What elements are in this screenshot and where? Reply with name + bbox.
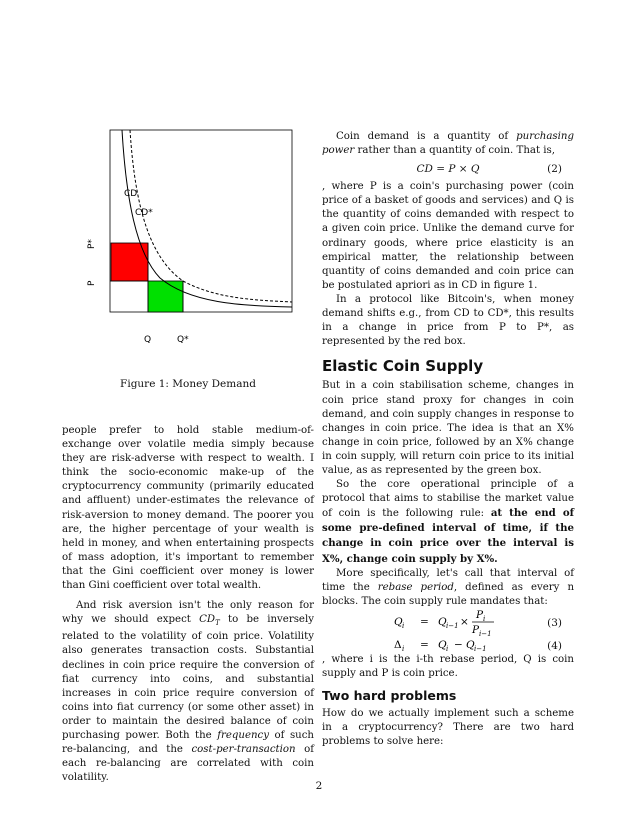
svg-text:P: P [472,623,480,636]
left-column [62,424,314,785]
svg-text:Δ: Δ [394,638,402,651]
svg-text:i−1: i−1 [474,644,487,653]
cd-star-curve [130,130,292,302]
svg-text:i−1: i−1 [446,621,459,630]
q-star-label: Q* [177,335,189,345]
left-paragraph-2: And risk aversion isn't the only reason for why we should expect $CD_T$ to be inversely related to the volatility of coin price. Volatility also generates transaction costs. Substantial declines in coin price require the conversion of fiat currency into coins, and substantial increases in coin price require conversion of coins into fiat currency (or some other asset) in order to maintain the desired balance of coin purchasing power. Both the frequency of such re-balancing, and the cost-per-transaction of each re-balancing are correlated with coin volatility. [62,600,314,784]
svg-text:i: i [402,621,405,630]
right-paragraph-2: , where P is a coin's purchasing power (coin price of a basket of goods and services) and Q is the quantity of coins demanded with respect to a given coin price. Unlike the demand curve for ordinary goods, where price elasticity is an empirical matter, the relationship between quantity of coins demanded and coin price can be postulated apriori as in CD in figure 1. [322,181,574,291]
right-paragraph-7: , where i is the i-th rebase period, Q is coin supply and P is coin price. [322,653,574,679]
svg-text:P: P [476,608,484,621]
figure-caption: Figure 1: Money Demand [120,378,256,390]
svg-text:=: = [420,638,429,651]
section-title: Elastic Coin Supply [322,357,484,376]
right-column [322,130,574,749]
p-star-label: P* [87,239,97,249]
right-paragraph-1: Coin demand is a quantity of purchasing power rather than a quantity of coin. That is, [322,131,574,157]
page-number: 2 [315,780,323,792]
green-box [148,281,183,312]
cd-label: CD [124,189,138,199]
cd-star-label: CD* [135,208,153,218]
right-paragraph-4: But in a coin stabilisation scheme, changes in coin price stand proxy for changes in coin demand, and coin supply changes in response to changes in coin price. The idea is that an X% change in coin price, followed by an X% change in coin supply, will return coin price to its initial value, as as represented by the green box. [322,380,574,476]
right-paragraph-6: More specifically, let's call that interval of time the rebase period, defined as every n blocks. The coin supply rule mandates that: [322,567,575,607]
money-demand-figure [80,128,300,348]
svg-text:×: × [460,615,469,628]
left-paragraph-1: people prefer to hold stable medium-of-exchange over volatile media simply because they are risk-adverse with respect to wealth. I think the socio-economic make-up of the cryptocurrency community (primarily educated and affluent) under-estimates the relevance of risk-aversion to money demand. The poorer you are, the higher percentage of your wealth is held in money, and when entertaining prospects of mass adoption, it's important to remember that the Gini coefficient over money is lower than Gini coefficient over total wealth. [62,425,314,592]
right-paragraph-8: How do we actually implement such a scheme in a cryptocurrency? There are two hard problems to solve here: [322,708,574,748]
svg-text:Q: Q [466,638,475,651]
svg-text:Q: Q [438,615,447,628]
right-paragraph-5: So the core operational principle of a protocol that aims to stabilise the market value of coin is the following rule: at the end of some pre-defined interval of time, if the change in coin price over the interval is X%, change coin supply by X%. [322,479,575,565]
svg-text:i−1: i−1 [479,629,492,638]
svg-text:i: i [402,644,405,653]
svg-text:Q: Q [438,638,447,651]
equation-2: CD = P × Q (2) [416,163,562,176]
right-paragraph-3: In a protocol like Bitcoin's, when money demand shifts e.g., from CD to CD*, this results in a change in price from P to P*, as represented by the red box. [322,293,574,348]
svg-text:Q: Q [394,615,403,628]
svg-text:=: = [420,615,429,628]
plot-frame [110,130,292,312]
svg-text:i: i [483,614,486,623]
equations-3-4: Q i = Q i−1 × P i P i−1 Δ i = Q i − Q i−1 (3) (4) [394,608,562,653]
p-label: P [87,280,97,286]
subsection-title: Two hard problems [322,688,457,704]
svg-text:−: − [454,638,463,651]
q-label: Q [144,335,152,345]
svg-text:i: i [446,644,449,653]
